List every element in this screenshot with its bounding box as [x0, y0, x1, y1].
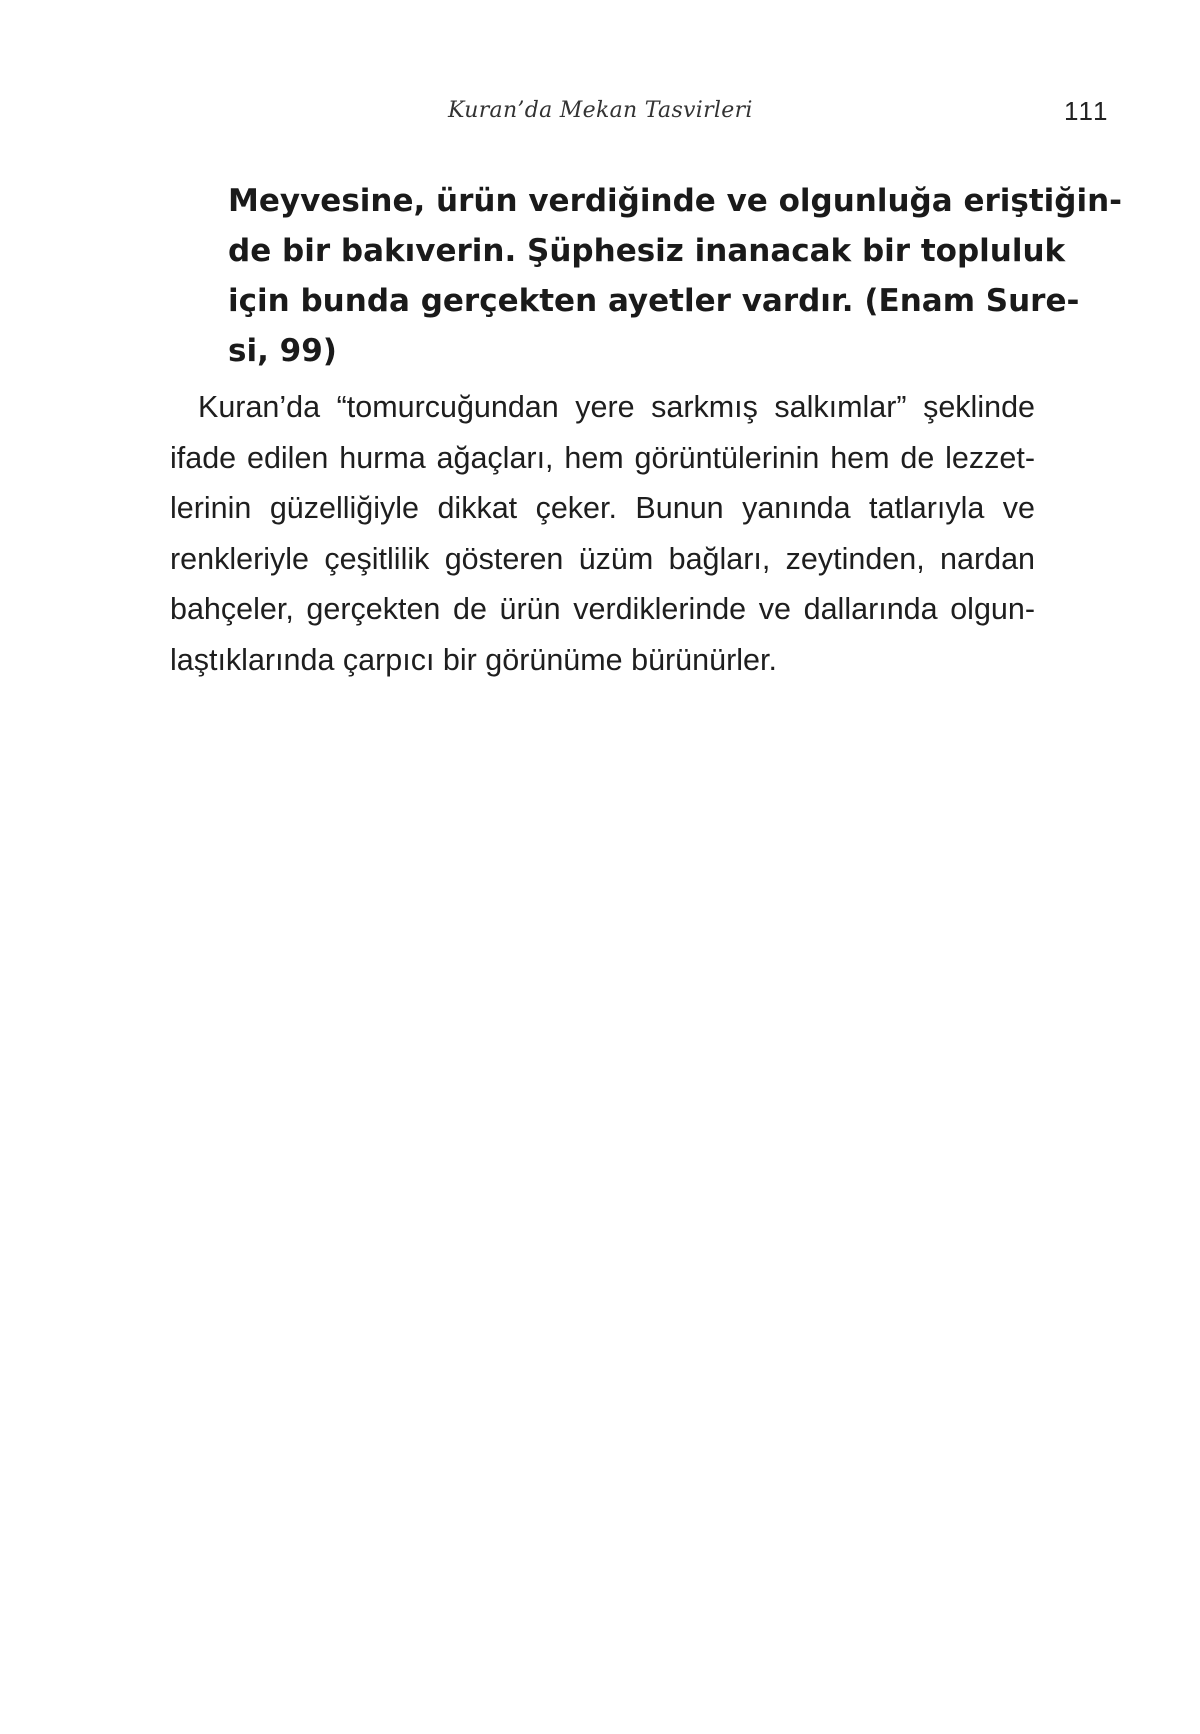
paragraph-line: laştıklarında çarpıcı bir görünüme bürünürler. — [170, 642, 777, 677]
quote-line: Meyvesine, ürün verdiğinde ve olgunluğa eriştiğin- — [228, 183, 1123, 219]
paragraph-line: Kuran’da “tomurcuğundan yere sarkmış salkımlar” şeklinde — [198, 390, 1035, 424]
paragraph-line: renkleriyle çeşitlilik gösteren üzüm bağları, zeytinden, nardan — [170, 541, 1035, 576]
running-header — [0, 98, 1200, 132]
quoted-verse — [228, 176, 1123, 376]
paragraph-line: ifade edilen hurma ağaçları, hem görüntülerinin hem de lezzet- — [170, 440, 1035, 475]
paragraph-line: bahçeler, gerçekten de ürün verdiklerinde ve dallarında olgun- — [170, 592, 1035, 626]
paragraph-line: lerinin güzelliğiyle dikkat çeker. Bunun yanında tatlarıyla ve — [170, 491, 1035, 525]
body-paragraph — [170, 382, 1035, 685]
running-header-title: Kuran’da Mekan Tasvirleri — [448, 98, 753, 123]
page-number: 111 — [1064, 96, 1110, 126]
quote-line: için bunda gerçekten ayetler vardır. (Enam Sure- — [228, 283, 1080, 319]
quote-line: de bir bakıverin. Şüphesiz inanacak bir topluluk — [228, 233, 1066, 269]
quote-line: si, 99) — [228, 333, 337, 369]
